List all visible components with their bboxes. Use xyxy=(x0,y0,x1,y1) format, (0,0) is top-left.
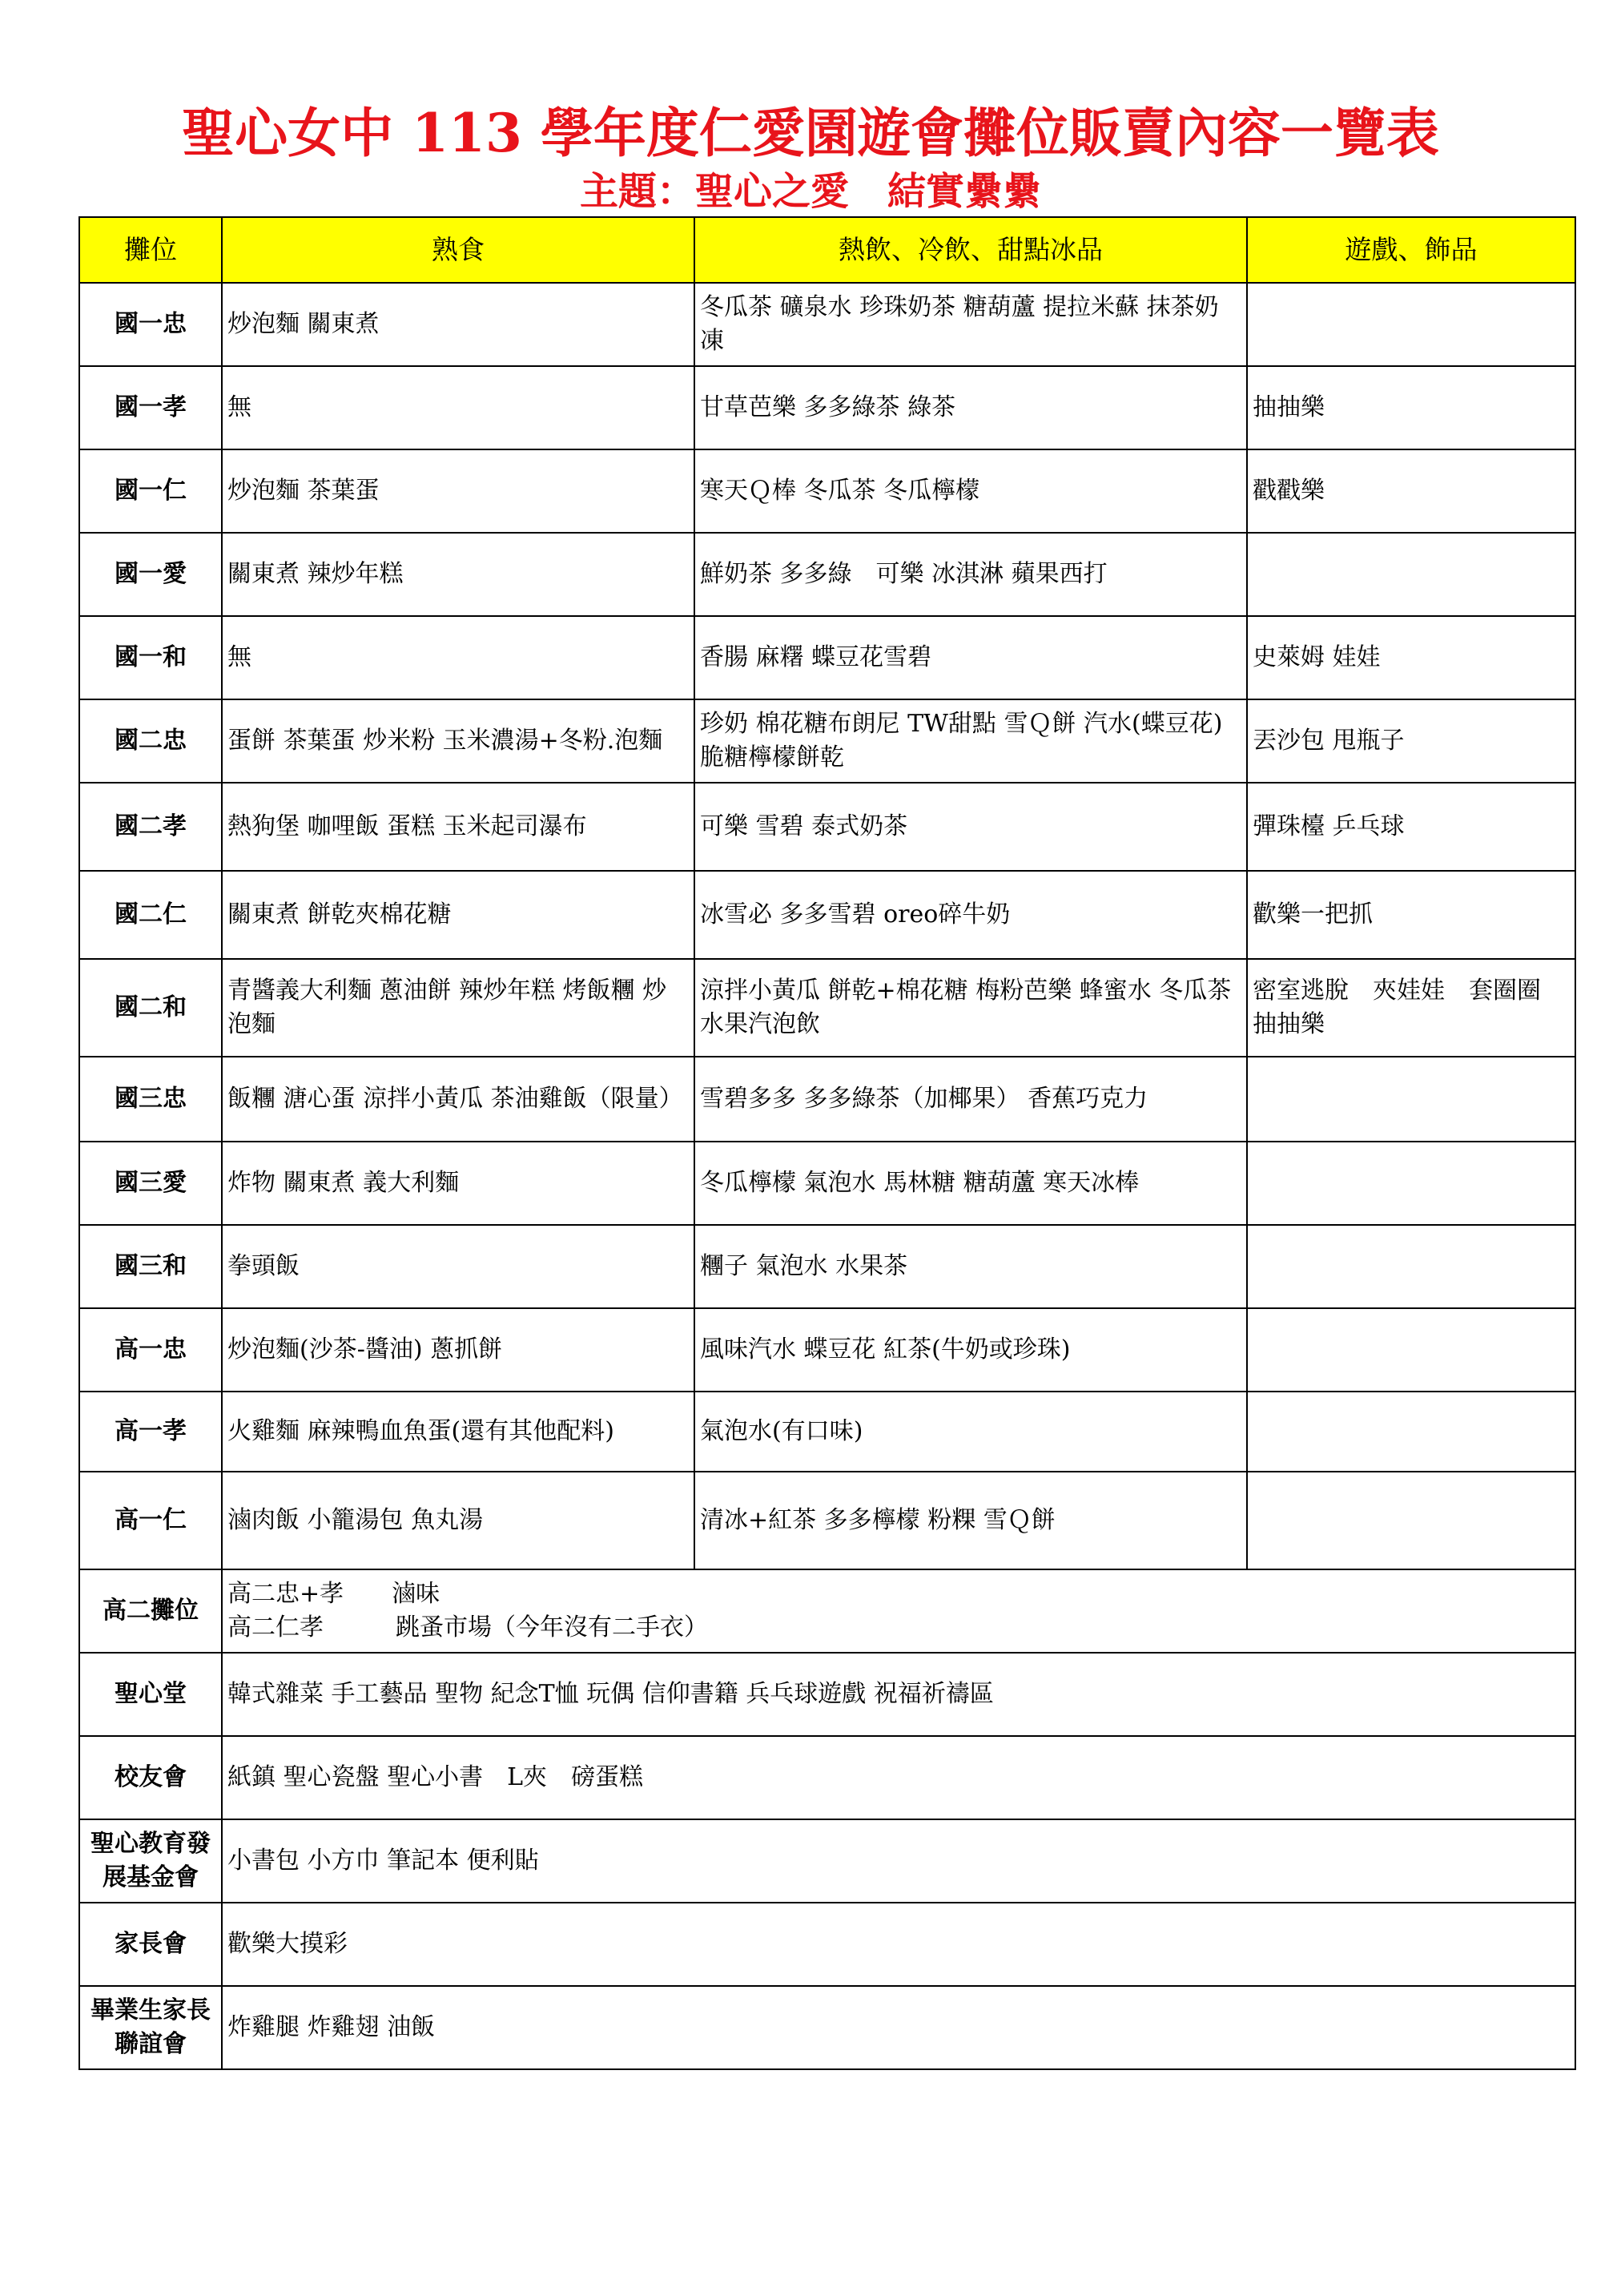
drinks-cell: 鮮奶茶 多多綠 可樂 冰淇淋 蘋果西打 xyxy=(694,533,1247,616)
page-title: 聖心女中 113 學年度仁愛園遊會攤位販賣內容一覽表 xyxy=(182,102,1439,164)
food-cell: 關東煮 餅乾夾棉花糖 xyxy=(222,871,694,959)
table-row xyxy=(79,1142,1575,1225)
table-row xyxy=(79,1392,1575,1472)
food-cell: 炸物 關東煮 義大利麵 xyxy=(222,1142,694,1225)
stall-name: 國二忠 xyxy=(79,699,222,783)
table-row-wide xyxy=(79,1736,1575,1819)
games-cell: 密室逃脫 夾娃娃 套圈圈 抽抽樂 xyxy=(1247,959,1575,1057)
table-row-wide xyxy=(79,1653,1575,1736)
drinks-cell: 冰雪必 多多雪碧 oreo碎牛奶 xyxy=(694,871,1247,959)
table-row xyxy=(79,959,1575,1057)
stall-content: 歡樂大摸彩 xyxy=(222,1903,1575,1986)
drinks-cell: 涼拌小黃瓜 餅乾+棉花糖 梅粉芭樂 蜂蜜水 冬瓜茶 水果汽泡飲 xyxy=(694,959,1247,1057)
table-row xyxy=(79,1472,1575,1569)
stall-name: 高一孝 xyxy=(79,1392,222,1472)
games-cell: 歡樂一把抓 xyxy=(1247,871,1575,959)
stall-content: 紙鎮 聖心瓷盤 聖心小書 L夾 磅蛋糕 xyxy=(222,1736,1575,1819)
games-cell xyxy=(1247,1472,1575,1569)
drinks-cell: 珍奶 棉花糖布朗尼 TW甜點 雪Ｑ餅 汽水(蝶豆花) 脆糖檸檬餅乾 xyxy=(694,699,1247,783)
games-cell xyxy=(1247,1057,1575,1142)
food-cell: 炒泡麵 關東煮 xyxy=(222,283,694,366)
table-row-wide xyxy=(79,1903,1575,1986)
drinks-cell: 風味汽水 蝶豆花 紅茶(牛奶或珍珠) xyxy=(694,1308,1247,1392)
table-row-wide xyxy=(79,1569,1575,1653)
stall-name: 聖心教育發展基金會 xyxy=(79,1819,222,1903)
table-row xyxy=(79,283,1575,366)
games-cell xyxy=(1247,533,1575,616)
table-header-row xyxy=(79,217,1575,283)
stall-name: 國三愛 xyxy=(79,1142,222,1225)
games-cell xyxy=(1247,1308,1575,1392)
table-row xyxy=(79,871,1575,959)
table-row xyxy=(79,1057,1575,1142)
header-stall: 攤位 xyxy=(79,217,222,283)
food-cell: 無 xyxy=(222,366,694,449)
stall-name: 畢業生家長聯誼會 xyxy=(79,1986,222,2069)
drinks-cell: 香腸 麻糬 蝶豆花雪碧 xyxy=(694,616,1247,699)
stall-name: 國三忠 xyxy=(79,1057,222,1142)
food-cell: 拳頭飯 xyxy=(222,1225,694,1308)
drinks-cell: 冬瓜茶 礦泉水 珍珠奶茶 糖葫蘆 提拉米蘇 抹茶奶凍 xyxy=(694,283,1247,366)
stall-name: 家長會 xyxy=(79,1903,222,1986)
table-row xyxy=(79,449,1575,533)
games-cell xyxy=(1247,283,1575,366)
table-row xyxy=(79,533,1575,616)
stall-name: 國三和 xyxy=(79,1225,222,1308)
table-row xyxy=(79,699,1575,783)
table-row xyxy=(79,783,1575,871)
drinks-cell: 可樂 雪碧 泰式奶茶 xyxy=(694,783,1247,871)
stall-name: 高一仁 xyxy=(79,1472,222,1569)
games-cell xyxy=(1247,1142,1575,1225)
table-row xyxy=(79,616,1575,699)
drinks-cell: 糰子 氣泡水 水果茶 xyxy=(694,1225,1247,1308)
drinks-cell: 甘草芭樂 多多綠茶 綠茶 xyxy=(694,366,1247,449)
stall-name: 國一和 xyxy=(79,616,222,699)
drinks-cell: 氣泡水(有口味) xyxy=(694,1392,1247,1472)
food-cell: 蛋餅 茶葉蛋 炒米粉 玉米濃湯+冬粉.泡麵 xyxy=(222,699,694,783)
food-cell: 炒泡麵 茶葉蛋 xyxy=(222,449,694,533)
table-row xyxy=(79,1225,1575,1308)
food-cell: 炒泡麵(沙茶-醬油) 蔥抓餅 xyxy=(222,1308,694,1392)
stall-name: 國二孝 xyxy=(79,783,222,871)
stall-name: 校友會 xyxy=(79,1736,222,1819)
table-row xyxy=(79,1308,1575,1392)
drinks-cell: 寒天Ｑ棒 冬瓜茶 冬瓜檸檬 xyxy=(694,449,1247,533)
table-row-wide xyxy=(79,1819,1575,1903)
stall-name: 國一孝 xyxy=(79,366,222,449)
games-cell: 彈珠檯 乒乓球 xyxy=(1247,783,1575,871)
food-cell: 飯糰 溏心蛋 涼拌小黃瓜 茶油雞飯（限量） xyxy=(222,1057,694,1142)
games-cell xyxy=(1247,1225,1575,1308)
food-cell: 無 xyxy=(222,616,694,699)
stall-name: 國一仁 xyxy=(79,449,222,533)
table-row xyxy=(79,366,1575,449)
stall-table xyxy=(78,216,1576,2070)
stall-name: 國二和 xyxy=(79,959,222,1057)
food-cell: 青醬義大利麵 蔥油餅 辣炒年糕 烤飯糰 炒泡麵 xyxy=(222,959,694,1057)
games-cell: 戳戳樂 xyxy=(1247,449,1575,533)
drinks-cell: 冬瓜檸檬 氣泡水 馬林糖 糖葫蘆 寒天冰棒 xyxy=(694,1142,1247,1225)
games-cell: 丟沙包 甩瓶子 xyxy=(1247,699,1575,783)
games-cell: 史萊姆 娃娃 xyxy=(1247,616,1575,699)
food-cell: 滷肉飯 小籠湯包 魚丸湯 xyxy=(222,1472,694,1569)
stall-content: 炸雞腿 炸雞翅 油飯 xyxy=(222,1986,1575,2069)
games-cell: 抽抽樂 xyxy=(1247,366,1575,449)
stall-name: 國二仁 xyxy=(79,871,222,959)
stall-content: 高二忠+孝 滷味 高二仁孝 跳蚤市場（今年沒有二手衣） xyxy=(222,1569,1575,1653)
food-cell: 熱狗堡 咖哩飯 蛋糕 玉米起司瀑布 xyxy=(222,783,694,871)
stall-name: 高二攤位 xyxy=(79,1569,222,1653)
food-cell: 火雞麵 麻辣鴨血魚蛋(還有其他配料) xyxy=(222,1392,694,1472)
stall-content: 小書包 小方巾 筆記本 便利貼 xyxy=(222,1819,1575,1903)
header-drinks: 熱飲、冷飲、甜點冰品 xyxy=(694,217,1247,283)
header-food: 熟食 xyxy=(222,217,694,283)
stall-content: 韓式雜菜 手工藝品 聖物 紀念T恤 玩偶 信仰書籍 兵乓球遊戲 祝福祈禱區 xyxy=(222,1653,1575,1736)
drinks-cell: 雪碧多多 多多綠茶（加椰果） 香蕉巧克力 xyxy=(694,1057,1247,1142)
header-games: 遊戲、飾品 xyxy=(1247,217,1575,283)
food-cell: 關東煮 辣炒年糕 xyxy=(222,533,694,616)
stall-name: 國一愛 xyxy=(79,533,222,616)
stall-name: 國一忠 xyxy=(79,283,222,366)
page-subtitle: 主題：聖心之愛 結實纍纍 xyxy=(579,169,1041,214)
stall-name: 聖心堂 xyxy=(79,1653,222,1736)
table-row-wide xyxy=(79,1986,1575,2069)
stall-name: 高一忠 xyxy=(79,1308,222,1392)
drinks-cell: 清冰+紅茶 多多檸檬 粉粿 雪Ｑ餅 xyxy=(694,1472,1247,1569)
games-cell xyxy=(1247,1392,1575,1472)
